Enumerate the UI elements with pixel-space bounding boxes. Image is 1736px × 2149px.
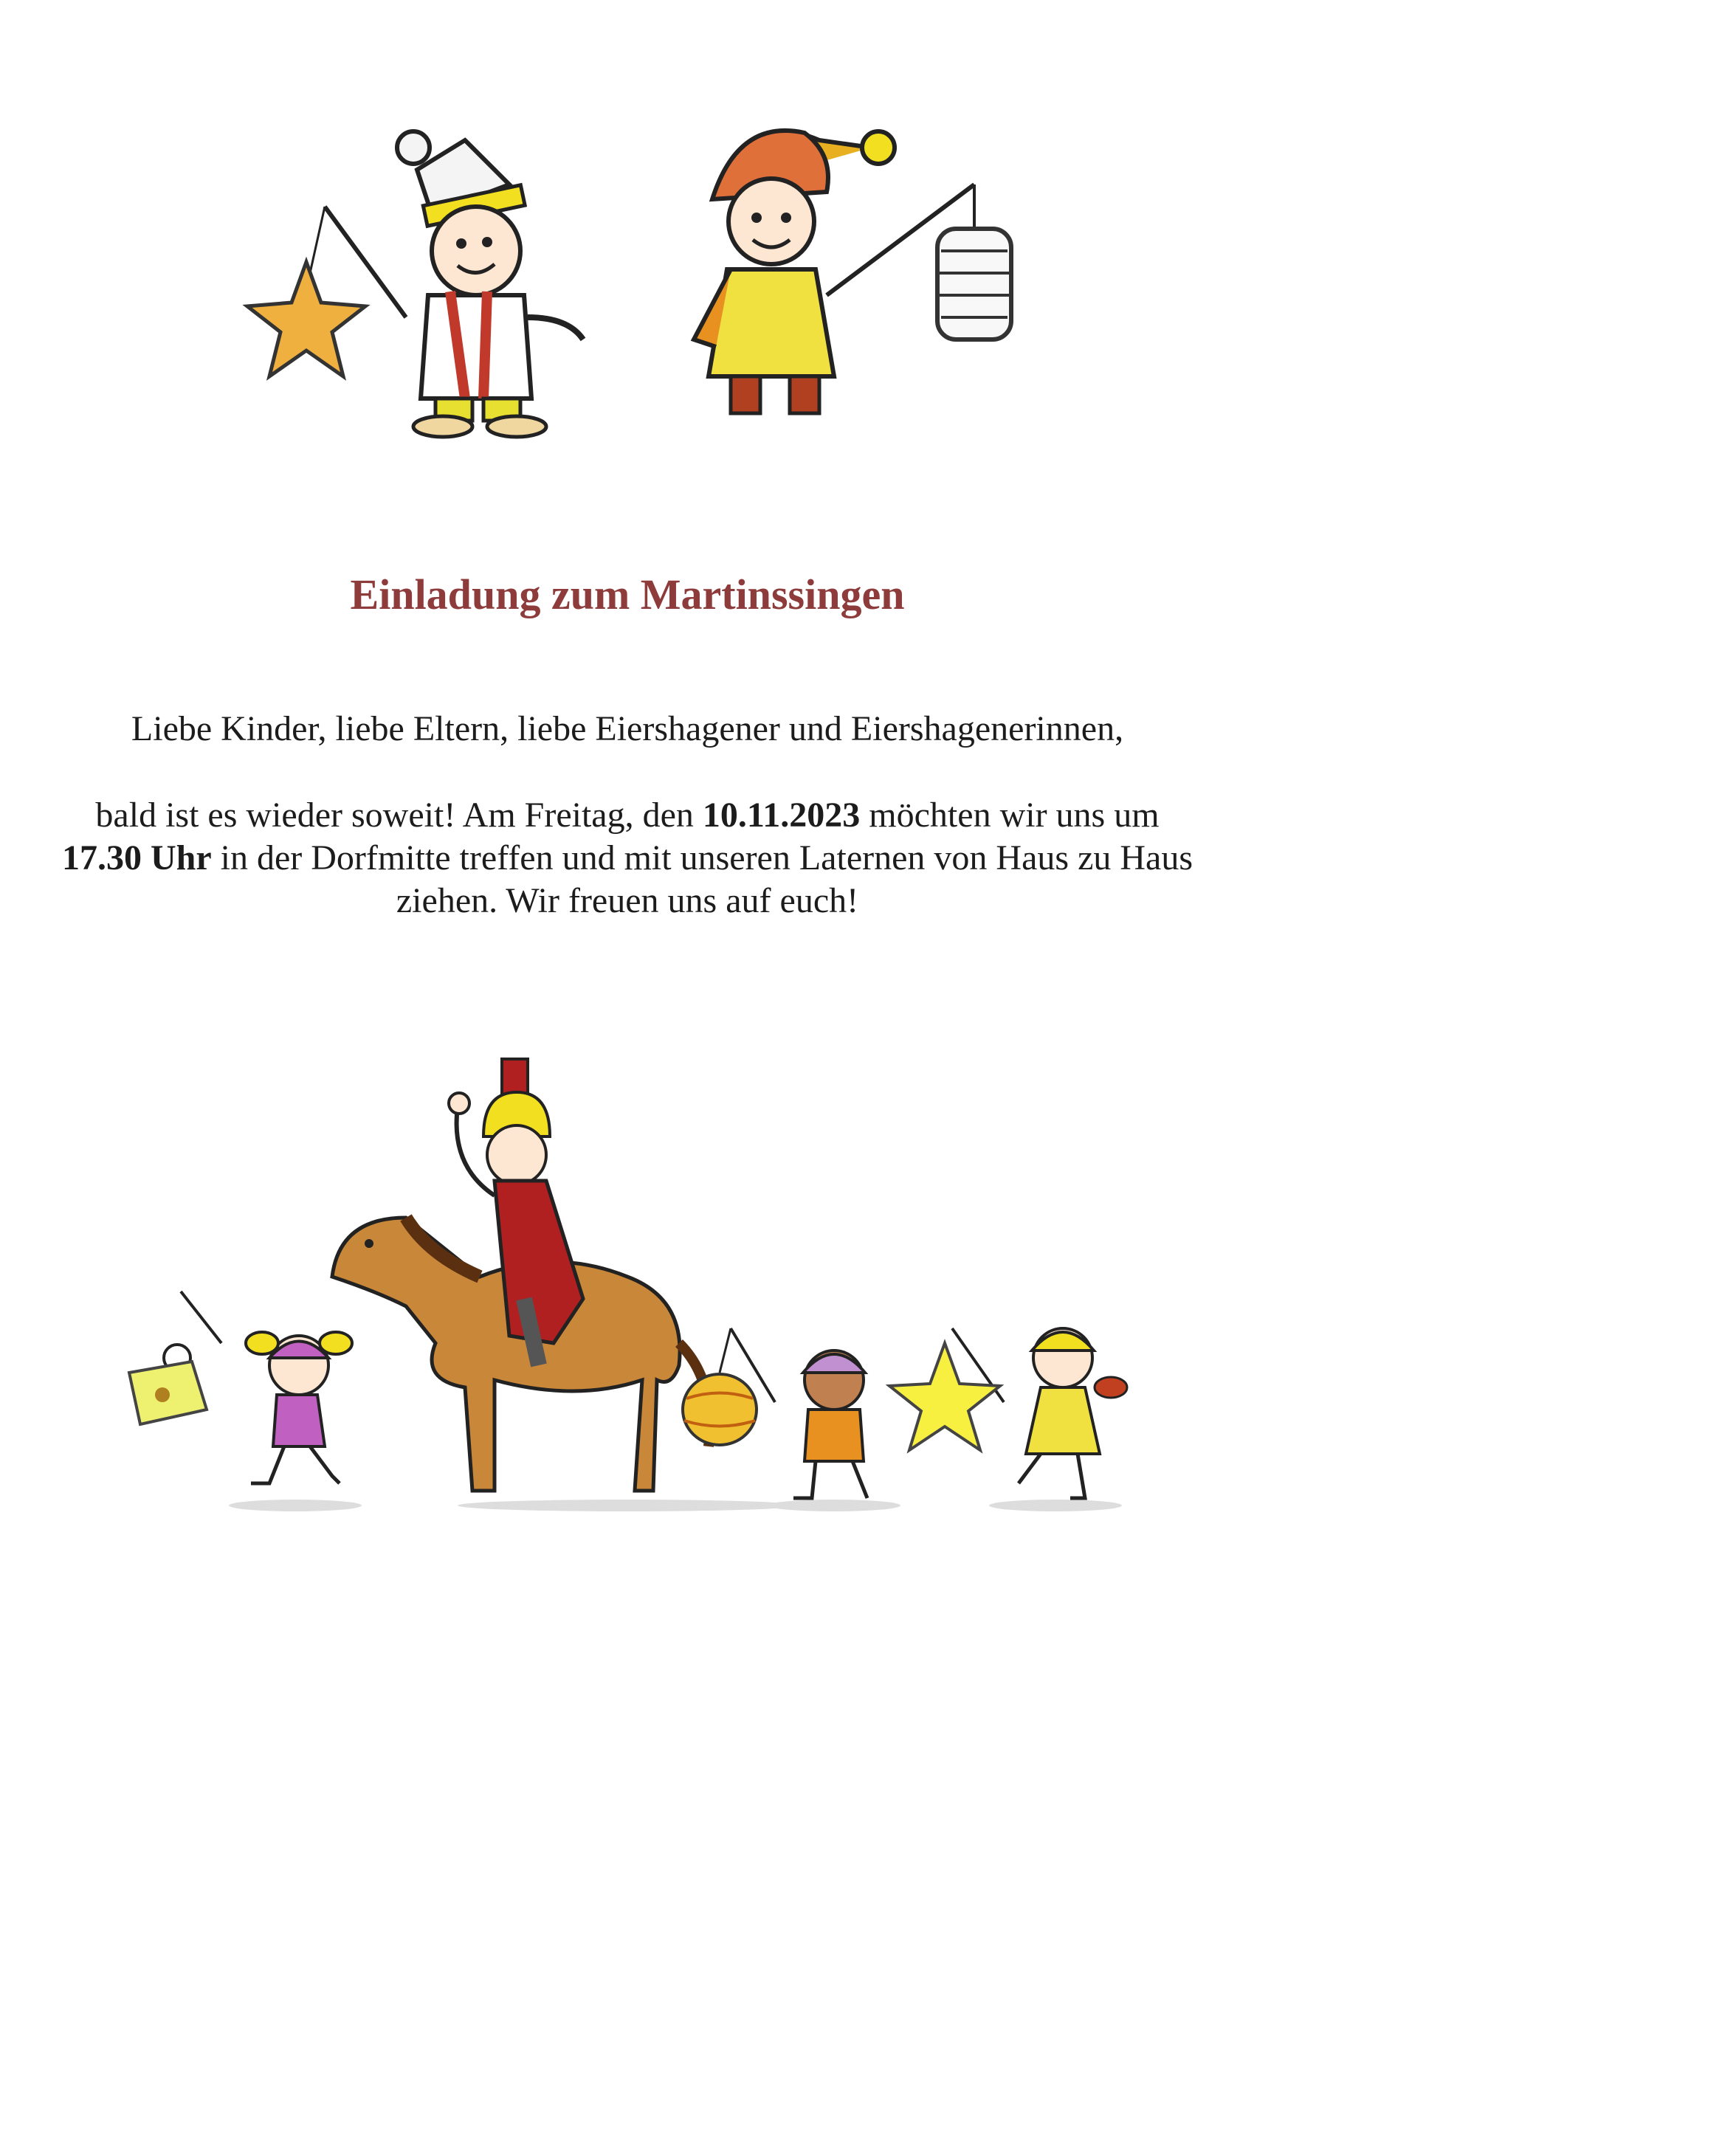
- children-with-lanterns-illustration: [221, 103, 1048, 443]
- child-with-scarf-icon: [793, 1351, 867, 1498]
- greeting-line: Liebe Kinder, liebe Eltern, liebe Eiershagener und Eiershagenerinnen,: [131, 709, 1124, 748]
- body-text-part1: bald ist es wieder soweit! Am Freitag, den: [95, 796, 703, 835]
- body-text-part3: in der Dorfmitte treffen und mit unseren Laternen von Haus zu Haus ziehen. Wir freuen uns auf euch!: [211, 838, 1194, 920]
- saint-martin-procession-illustration: [96, 1033, 1166, 1520]
- yellow-star-lantern-icon: [889, 1328, 1004, 1450]
- document-title: Einladung zum Martinssingen: [350, 570, 905, 618]
- box-lantern-icon: [129, 1291, 221, 1424]
- boy-figure-icon: [397, 131, 583, 437]
- star-lantern-icon: [247, 207, 406, 376]
- invitation-paragraph: [30, 794, 1225, 922]
- event-date: 10.11.2023: [702, 796, 861, 835]
- paper-lantern-icon: [937, 184, 1011, 339]
- child-with-violin-icon: [1019, 1328, 1127, 1498]
- girl-figure-icon: [694, 131, 974, 413]
- body-text-part2: möchten wir uns um: [860, 796, 1160, 835]
- round-lantern-icon: [683, 1328, 775, 1445]
- event-time: 17.30 Uhr: [61, 838, 212, 877]
- girl-with-pigtails-icon: [246, 1332, 352, 1483]
